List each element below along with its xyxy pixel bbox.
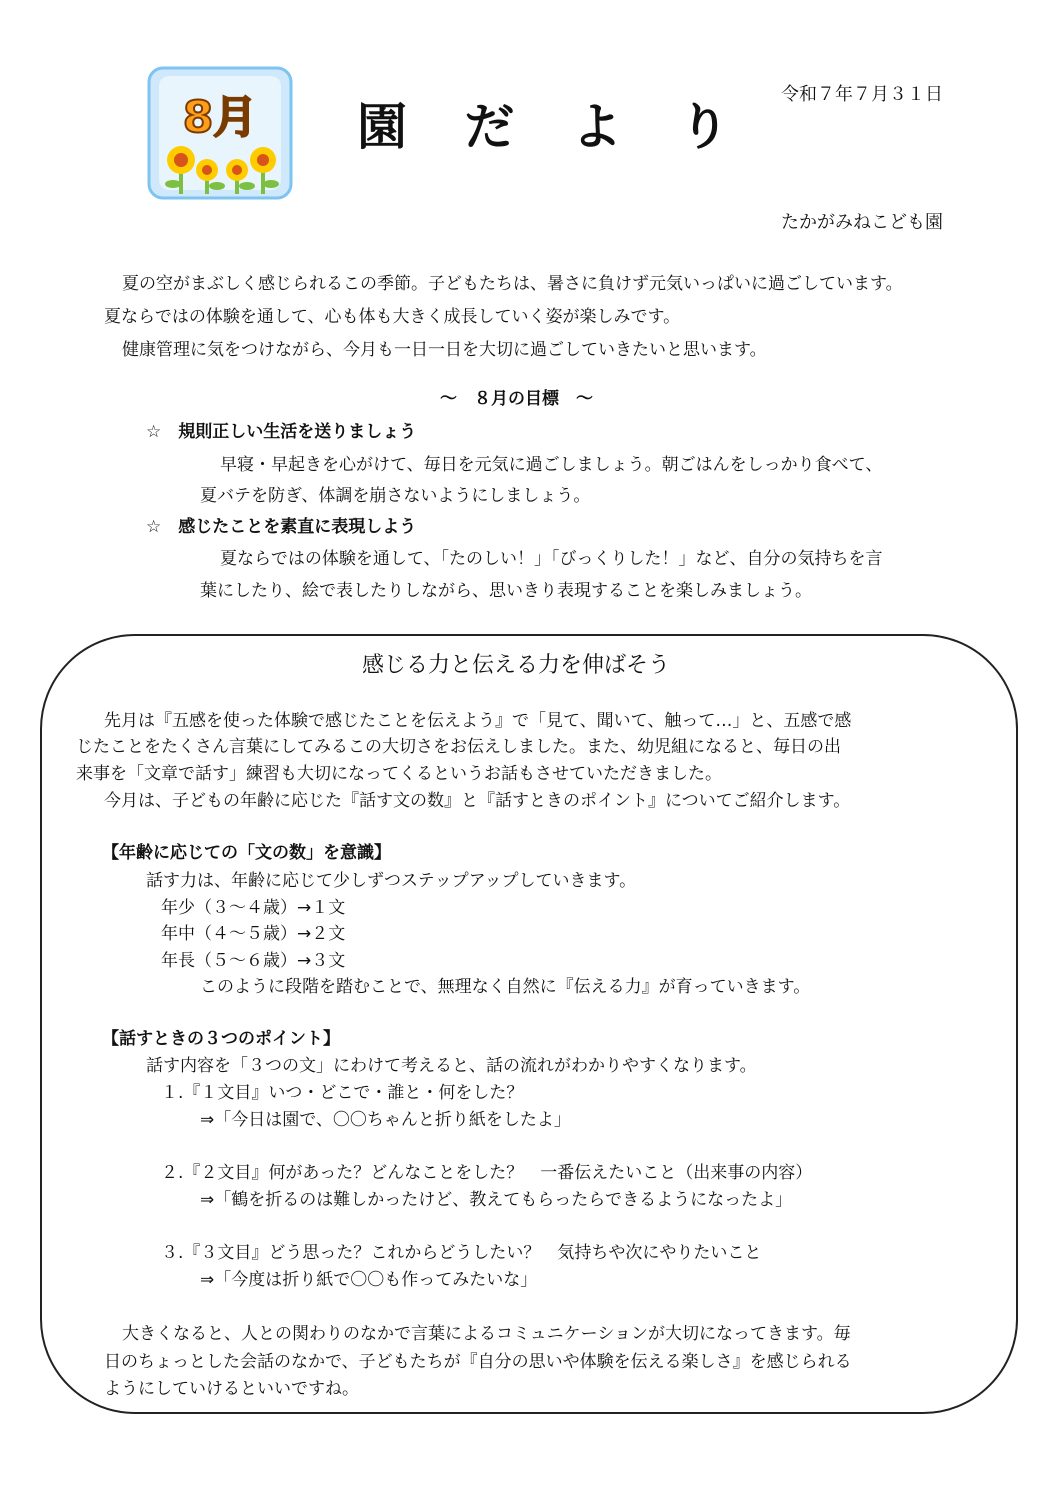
section-note: このように段階を踏むことで、無理なく自然に『伝える力』が育っていきます。 [200, 977, 811, 997]
closing-line: 大きくなると、人との関わりのなかで言葉によるコミュニケーションが大切になってきます。毎 [122, 1324, 851, 1344]
point-title: ２.『２文目』何があった？どんなことをした？ 一番伝えたいこと（出来事の内容） [161, 1163, 813, 1183]
feature-intro-line: 今月は、子どもの年齢に応じた『話す文の数』と『話すときのポイント』についてご紹介します。 [104, 791, 851, 811]
page-title: 園 だ よ り [357, 98, 750, 156]
age-item: 年中（４～５歳）→２文 [161, 924, 346, 944]
point-example: ⇒「今日は園で、〇〇ちゃんと折り紙をしたよ」 [200, 1110, 571, 1130]
point-title: ３.『３文目』どう思った？これからどうしたい？ 気持ちや次にやりたいこと [161, 1243, 762, 1263]
goal-title: ☆ 感じたことを素直に表現しよう [146, 517, 417, 537]
goal-title: ☆ 規則正しい生活を送りましょう [146, 422, 417, 442]
feature-title: 感じる力と伝える力を伸ばそう [362, 653, 671, 678]
school-name: たかがみねこども園 [781, 212, 943, 233]
feature-intro-line: 来事を「文章で話す」練習も大切になってくるというお話もさせていただきました。 [76, 764, 722, 784]
month-logo [145, 62, 295, 204]
goal-text: 夏バテを防ぎ、体調を崩さないようにしましょう。 [200, 486, 591, 506]
intro-line: 夏の空がまぶしく感じられるこの季節。子どもたちは、暑さに負けず元気いっぱいに過ごしています。 [122, 274, 903, 294]
point-example: ⇒「鶴を折るのは難しかったけど、教えてもらったらできるようになったよ」 [200, 1190, 793, 1210]
sunflower-logo-icon [145, 62, 295, 204]
section-heading: 【年齢に応じての「文の数」を意識】 [102, 843, 391, 863]
goal-text: 早寝・早起きを心がけて、毎日を元気に過ごしましょう。朝ごはんをしっかり食べて、 [220, 455, 883, 475]
goal-text: 夏ならではの体験を通して、「たのしい！」「びっくりした！」など、自分の気持ちを言 [220, 549, 883, 569]
section-heading: 【話すときの３つのポイント】 [102, 1029, 340, 1049]
logo-month-text: 8月 [182, 92, 258, 143]
age-item: 年少（３～４歳）→１文 [161, 898, 346, 918]
issue-date: 令和７年７月３１日 [781, 84, 943, 105]
point-title: １.『１文目』いつ・どこで・誰と・何をした？ [161, 1083, 524, 1103]
intro-line: 健康管理に気をつけながら、今月も一日一日を大切に過ごしていきたいと思います。 [122, 340, 767, 360]
goals-heading: ～ ８月の目標 ～ [440, 389, 593, 409]
section-lead: 話す力は、年齢に応じて少しずつステップアップしていきます。 [146, 871, 637, 891]
feature-intro-line: 先月は『五感を使った体験で感じたことを伝えよう』で「見て、聞いて、触って…」と、五感で感 [104, 711, 852, 731]
closing-line: 日のちょっとした会話のなかで、子どもたちが『自分の思いや体験を伝える楽しさ』を感じられる [104, 1352, 852, 1372]
feature-intro-line: じたことをたくさん言葉にしてみるこの大切さをお伝えしました。また、幼児組になると、毎日の出 [76, 737, 841, 757]
age-item: 年長（５～６歳）→３文 [161, 951, 346, 971]
goal-text: 葉にしたり、絵で表したりしながら、思いきり表現することを楽しみましょう。 [200, 581, 812, 601]
intro-line: 夏ならではの体験を通して、心も体も大きく成長していく姿が楽しみです。 [104, 307, 681, 327]
closing-line: ようにしていけるといいですね。 [104, 1379, 359, 1399]
section-lead: 話す内容を「３つの文」にわけて考えると、話の流れがわかりやすくなります。 [146, 1056, 757, 1076]
point-example: ⇒「今度は折り紙で〇〇も作ってみたいな」 [200, 1270, 538, 1290]
